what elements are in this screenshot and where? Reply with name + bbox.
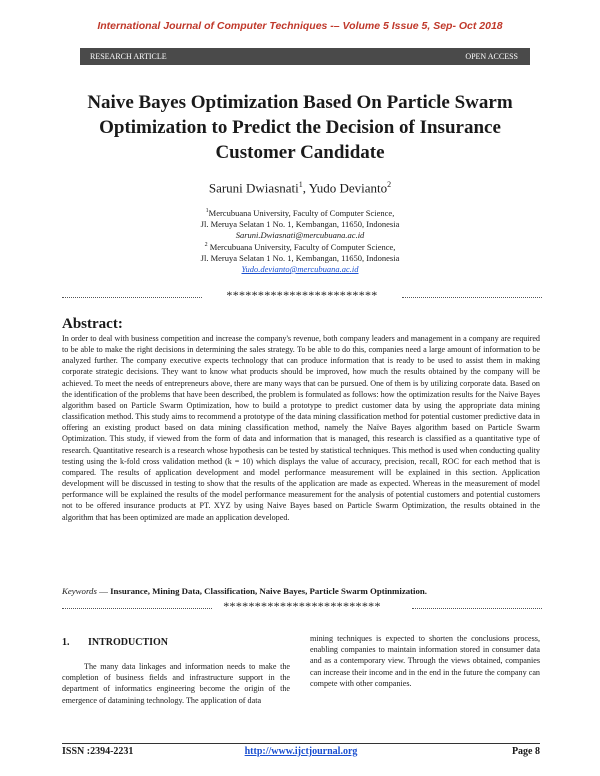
open-access-label: OPEN ACCESS xyxy=(465,52,518,61)
star-divider: ************************* xyxy=(223,599,381,613)
keywords xyxy=(62,586,540,596)
footer-rule xyxy=(62,743,540,744)
issn: ISSN :2394-2231 xyxy=(62,746,134,757)
affiliation-sup: 1 xyxy=(205,208,209,214)
affiliation-1 xyxy=(0,206,600,241)
journal-url-link[interactable]: http://www.ijctjournal.org xyxy=(244,746,358,757)
dotted-rule xyxy=(412,608,542,609)
dotted-rule xyxy=(402,297,542,298)
author-separator: , xyxy=(302,180,309,196)
affiliation-line: Mercubuana University, Faculty of Computer Science, xyxy=(207,241,396,252)
intro-column-left: The many data linkages and information needs to make the completion of business fields and infrastructure support in the department of informatics engineering become the origin of the emergence of datamining technology. The application of data xyxy=(62,662,290,705)
affiliation-address: Jl. Meruya Selatan 1 No. 1, Kembangan, 11650, Indonesia xyxy=(200,218,400,229)
section-separator xyxy=(62,290,542,302)
keywords-dash: — xyxy=(96,586,111,596)
section-number: 1. xyxy=(62,637,70,648)
intro-column-right: mining techniques is expected to shorten the conclusions process, enabling companies to maintain information stored in consumer data and as a contemporary view. Through the views obtained, companies can increase their income and in the end in the future the company can compete with other companies. xyxy=(310,634,540,688)
author-list xyxy=(0,180,600,196)
affiliation-sup: 2 xyxy=(204,242,208,248)
section-separator xyxy=(62,601,542,613)
author-name: Saruni Dwiasnati xyxy=(208,180,299,196)
author-email-link[interactable]: Yudo.devianto@mercubuana.ac.id xyxy=(241,263,359,274)
affiliation-line: Mercubuana University, Faculty of Computer Science, xyxy=(208,207,395,218)
abstract-heading: Abstract: xyxy=(62,316,123,332)
affiliation-2 xyxy=(0,240,600,275)
affiliation-email: Saruni.Dwiasnati@mercubuana.ac.id xyxy=(235,229,365,240)
author-sup: 1 xyxy=(298,180,303,189)
page-number: Page 8 xyxy=(511,746,540,757)
keywords-value: Insurance, Mining Data, Classification, Naive Bayes, Particle Swarm Optinmization. xyxy=(110,586,427,596)
research-article-label: RESEARCH ARTICLE xyxy=(90,52,167,61)
section-title: INTRODUCTION xyxy=(88,637,169,648)
journal-header: International Journal of Computer Techniques -– Volume 5 Issue 5, Sep- Oct 2018 xyxy=(97,20,503,32)
abstract-text: In order to deal with business competition and increase the company's revenue, both company leaders and management in a company are required to be able to make the right decisions in determining the sales strategy. To be able to do this, companies need a large amount of information to be analyzed further. The company executive expects technology that can produce information that is ready to be used to assist them in making corporate strategic decisions. They want to know what products should be improved, how much the results obtained by the company will be achieved. To meet the needs of entrepreneurs above, there are many ways that can be pursued. One of them is by utilizing corporate data. Based on the identification of the problems that have been described, the problem is formulated as follows: how the optimization results for the Naive Bayes algorithm based on Particle Swarm Optimization, how to build a prototype to predict customer data by using the appropriate data mining classification method. This study aims to recommend a prototype of the data mining classification method for potential customer predictive data in offering an existing product based on data mining classification method, namely the Naïve Bayes algorithm based on Particle Swarm Optimization. This study, if viewed from the form of data and information that is managed, this research is classified as a quantitative type of research. Quantitative research is a research whose hypothesis can be tested by statistical techniques. This method is used when conducting quality testing using the k-fold cross validation method (k = 10) which displays the value of accuracy, precision, recall, ROC for each method that is compared. The results of application development and model performance measurement will be explained in this section. Application development will be discussed in testing to show that the results of the application are made as expected. Whereas in the measurement of model performance will be explained the results of the model performance measurement for the analysis of potential customers and potential customers not to be offered insurance products at PT. XYZ by using Naive Bayes based on Particle Swarm Optimization, the results obtained in the algorithm that has been optimized are made an application developed. xyxy=(62,334,540,522)
author-sup: 2 xyxy=(387,180,392,189)
star-divider: ************************ xyxy=(226,288,378,302)
affiliation-address: Jl. Meruya Selatan 1 No. 1, Kembangan, 11650, Indonesia xyxy=(200,252,400,263)
paper-title: Naive Bayes Optimization Based On Particle Swarm Optimization to Predict the Decision of Insurance Customer Candidate xyxy=(87,92,513,163)
introduction-heading xyxy=(62,637,168,648)
article-ribbon xyxy=(80,48,530,65)
author-name: Yudo Devianto xyxy=(308,180,388,196)
page-footer xyxy=(62,746,540,760)
keywords-label: Keywords xyxy=(62,586,97,596)
